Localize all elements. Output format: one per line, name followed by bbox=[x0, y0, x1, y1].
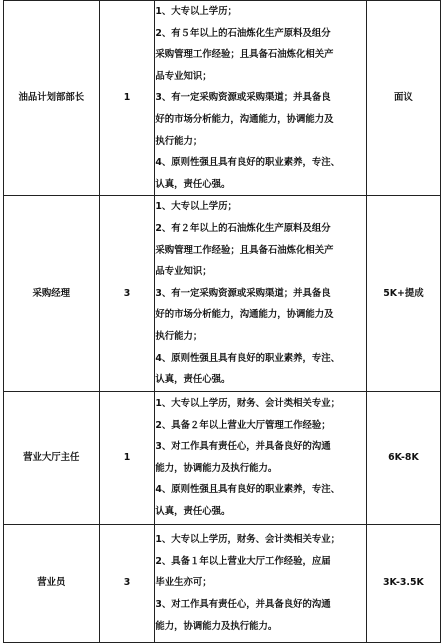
job-title: 营业大厅主任 bbox=[4, 391, 100, 524]
requirement-line: 2、有２年以上的石油炼化生产原料及组分 bbox=[155, 222, 331, 234]
job-table-body bbox=[4, 1, 441, 643]
job-salary: 3K-3.5K bbox=[366, 524, 440, 642]
requirement-line: 认真，责任心强。 bbox=[155, 505, 231, 517]
job-headcount: 3 bbox=[99, 524, 155, 642]
job-salary: 面议 bbox=[366, 1, 440, 196]
requirement-line: 能力，协调能力及执行能力。 bbox=[155, 462, 278, 474]
requirement-line: 4、原则性强且具有良好的职业素养，专注、 bbox=[155, 484, 341, 496]
requirement-line: 采购管理工作经验；且具备石油炼化相关产 bbox=[155, 49, 334, 61]
requirement-line: 2、有５年以上的石油炼化生产原料及组分 bbox=[155, 27, 331, 39]
job-headcount: 1 bbox=[99, 391, 155, 524]
requirement-line: 4、原则性强且具有良好的职业素养，专注、 bbox=[155, 157, 341, 169]
requirement-line: 品专业知识； bbox=[155, 70, 212, 82]
job-headcount: 3 bbox=[99, 196, 155, 391]
requirement-line: 好的市场分析能力，沟通能力，协调能力及 bbox=[155, 309, 334, 321]
requirement-line: 毕业生亦可； bbox=[155, 577, 212, 589]
job-table bbox=[3, 0, 441, 643]
job-row bbox=[4, 1, 441, 196]
job-requirements bbox=[155, 391, 366, 524]
requirement-line: 采购管理工作经验；且具备石油炼化相关产 bbox=[155, 244, 334, 256]
requirement-line: 4、原则性强且具有良好的职业素养，专注、 bbox=[155, 352, 341, 364]
job-row bbox=[4, 524, 441, 642]
requirement-line: 能力，协调能力及执行能力。 bbox=[155, 620, 278, 632]
job-requirements bbox=[155, 196, 366, 391]
job-salary: 6K-8K bbox=[366, 391, 440, 524]
job-title: 油品计划部部长 bbox=[4, 1, 100, 196]
requirement-line: 3、对工作具有责任心，并具备良好的沟通 bbox=[155, 598, 331, 610]
requirement-line: 品专业知识； bbox=[155, 266, 212, 278]
job-salary: 5K+提成 bbox=[366, 196, 440, 391]
requirement-line: 1、大专以上学历； bbox=[155, 201, 237, 213]
job-row bbox=[4, 391, 441, 524]
job-row bbox=[4, 196, 441, 391]
requirement-line: 2、具备２年以上营业大厅管理工作经验； bbox=[155, 419, 331, 431]
requirement-line: 1、大专以上学历； bbox=[155, 6, 237, 17]
job-headcount: 1 bbox=[99, 1, 155, 196]
job-requirements bbox=[155, 524, 366, 642]
requirement-line: 2、具备１年以上营业大厅工作经验，应届 bbox=[155, 555, 331, 567]
requirement-line: 3、有一定采购资源或采购渠道；并具备良 bbox=[155, 287, 331, 299]
requirement-line: 1、大专以上学历，财务、会计类相关专业； bbox=[155, 534, 341, 546]
requirement-line: 1、大专以上学历，财务、会计类相关专业； bbox=[155, 397, 341, 409]
requirement-line: 认真，责任心强。 bbox=[155, 178, 231, 190]
requirement-line: 执行能力； bbox=[155, 330, 203, 342]
job-title: 营业员 bbox=[4, 524, 100, 642]
requirement-line: 好的市场分析能力，沟通能力，协调能力及 bbox=[155, 113, 334, 125]
requirement-line: 3、对工作具有责任心，并具备良好的沟通 bbox=[155, 441, 331, 453]
requirement-line: 3、有一定采购资源或采购渠道；并具备良 bbox=[155, 92, 331, 104]
requirement-line: 认真，责任心强。 bbox=[155, 374, 231, 386]
job-title: 采购经理 bbox=[4, 196, 100, 391]
job-requirements bbox=[155, 1, 366, 196]
requirement-line: 执行能力； bbox=[155, 135, 203, 147]
